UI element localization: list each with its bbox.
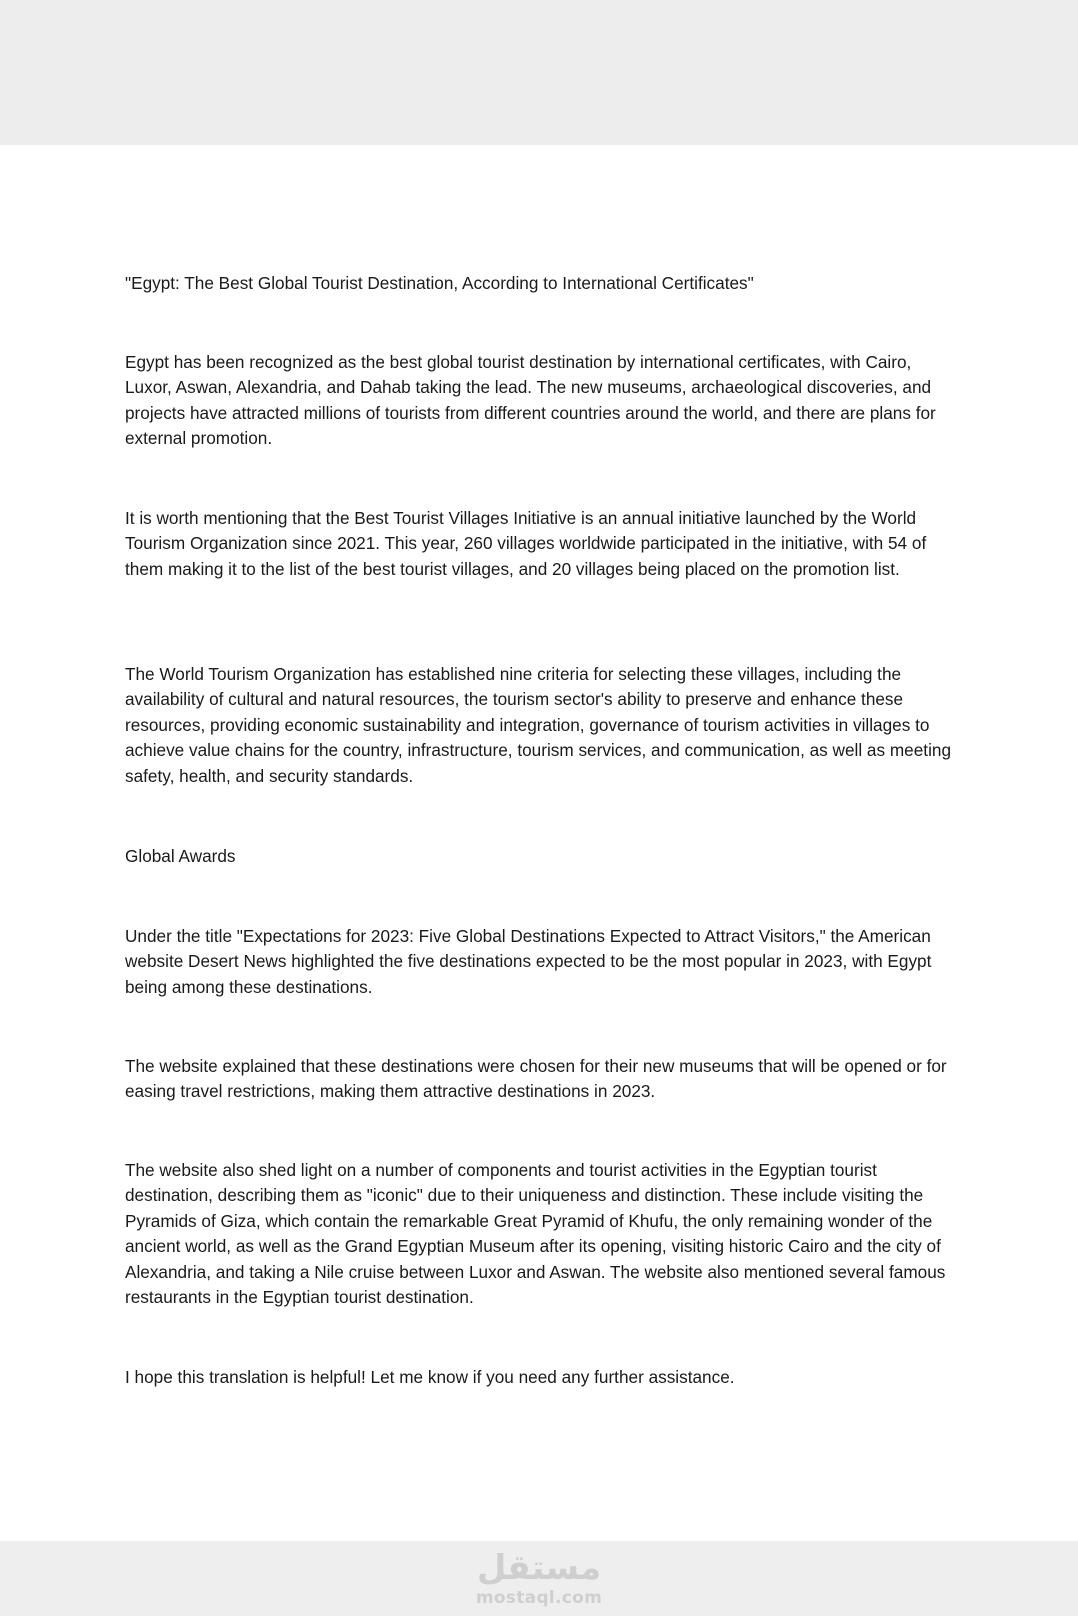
paragraph-destinations-chosen: The website explained that these destinations were chosen for their new museums that will be opened or for easing travel restrictions, making them attractive destinations in 2023. <box>125 1056 947 1102</box>
paragraph-intro: Egypt has been recognized as the best global tourist destination by international certificates, with Cairo, Luxor, Aswan, Alexandria, and Dahab taking the lead. The new museums, archaeological discoveries, and projects have attracted millions of tourists from different countries around the world, and there are plans for external promotion. <box>125 352 936 449</box>
document-title: "Egypt: The Best Global Tourist Destination, According to International Certificates" <box>125 273 754 293</box>
paragraph-desert-news: Under the title "Expectations for 2023: Five Global Destinations Expected to Attract Visitors," the American website Desert News highlighted the five destinations expected to be the most popular in 2023, with Egypt being among these destinations. <box>125 926 932 997</box>
watermark-logo: مستقل <box>476 1548 602 1588</box>
paragraph-criteria: The World Tourism Organization has established nine criteria for selecting these villages, including the availability of cultural and natural resources, the tourism sector's ability to preserve and enhance these resources, providing economic sustainability and integration, governance of tourism activities in villages to achieve value chains for the country, infrastructure, tourism services, and communication, as well as meeting safety, health, and security standards. <box>125 664 952 786</box>
paragraph-villages-initiative: It is worth mentioning that the Best Tourist Villages Initiative is an annual initiative launched by the World Tourism Organization since 2021. This year, 260 villages worldwide participated in the initiative, with 54 of them making it to the list of the best tourist villages, and 20 villages being placed on the promotion list. <box>125 508 927 579</box>
watermark <box>469 1548 609 1608</box>
section-heading-global-awards: Global Awards <box>125 846 236 866</box>
watermark-url: mostaql.com <box>475 1588 603 1608</box>
closing-note: I hope this translation is helpful! Let me know if you need any further assistance. <box>125 1367 735 1387</box>
paragraph-iconic-activities: The website also shed light on a number of components and tourist activities in the Egyptian tourist destination, describing them as "iconic" due to their uniqueness and distinction. These include visiting the Pyramids of Giza, which contain the remarkable Great Pyramid of Khufu, the only remaining wonder of the ancient world, as well as the Grand Egyptian Museum after its opening, visiting historic Cairo and the city of Alexandria, and taking a Nile cruise between Luxor and Aswan. The website also mentioned several famous restaurants in the Egyptian tourist destination. <box>125 1160 946 1308</box>
top-margin <box>0 0 1078 145</box>
